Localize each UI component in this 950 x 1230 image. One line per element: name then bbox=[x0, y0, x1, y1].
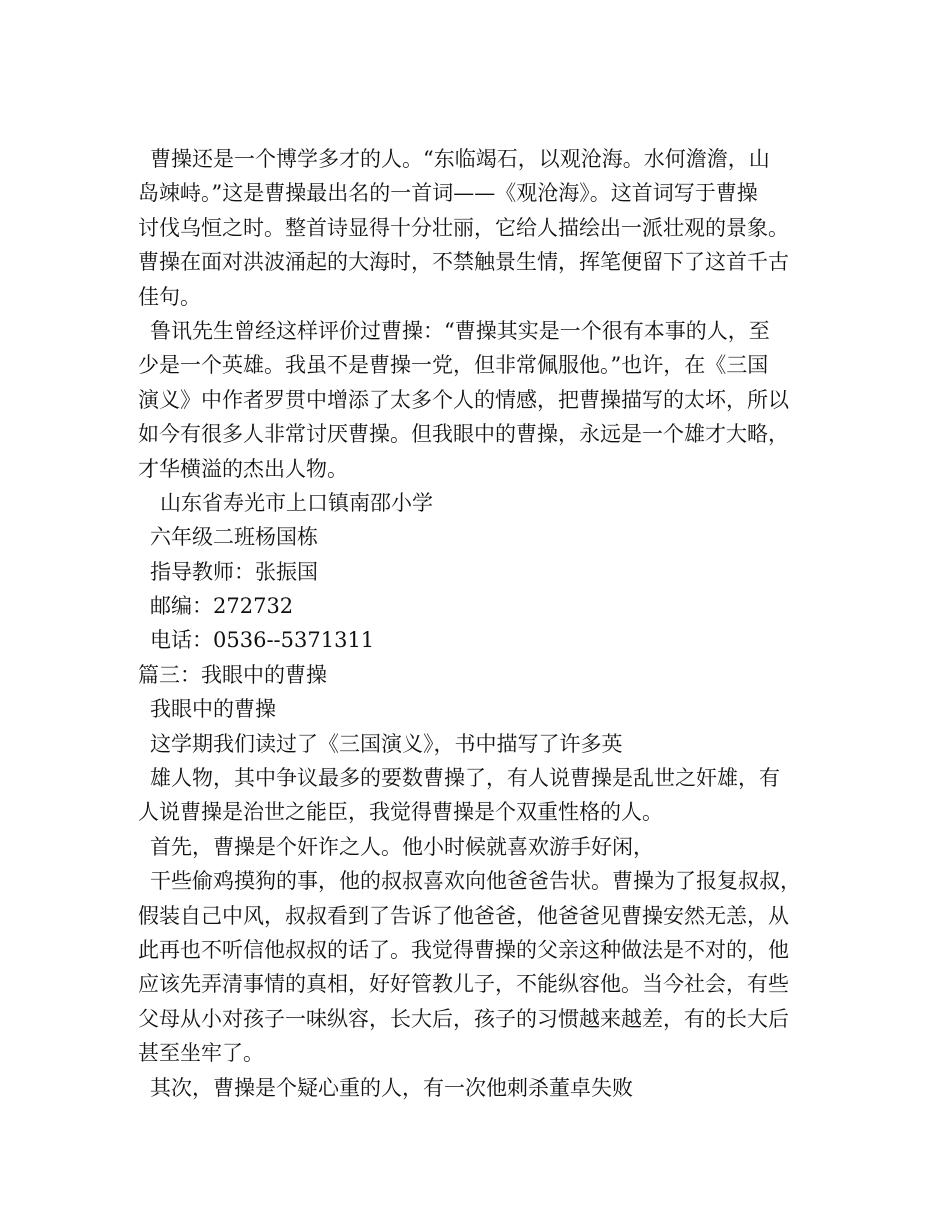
text-line: 才华横溢的杰出人物。 bbox=[138, 456, 348, 481]
text-line: 如今有很多人非常讨厌曹操。但我眼中的曹操，永远是一个雄才大略， bbox=[138, 422, 789, 447]
text-line: 人说曹操是治世之能臣，我觉得曹操是个双重性格的人。 bbox=[138, 800, 663, 825]
text-line: 曹操还是一个博学多才的人。“东临竭石，以观沧海。水何澹澹，山 bbox=[150, 147, 770, 171]
text-line: 佳句。 bbox=[138, 284, 201, 309]
document-body bbox=[138, 142, 838, 1105]
text-line: 六年级二班杨国栋 bbox=[150, 525, 318, 550]
text-line: 篇三：我眼中的曹操 bbox=[138, 662, 327, 687]
text-line: 假装自己中风，叔叔看到了告诉了他爸爸，他爸爸见曹操安然无恙，从 bbox=[138, 903, 789, 928]
text-line: 少是一个英雄。我虽不是曹操一党，但非常佩服他。”也许，在《三国 bbox=[138, 353, 769, 378]
text-line: 父母从小对孩子一味纵容，长大后，孩子的习惯越来越差，有的长大后 bbox=[138, 1006, 789, 1031]
text-line: 雄人物，其中争议最多的要数曹操了，有人说曹操是乱世之奸雄，有 bbox=[150, 766, 780, 791]
text-line: 山东省寿光市上口镇南邵小学 bbox=[160, 490, 433, 515]
text-line: 干些偷鸡摸狗的事，他的叔叔喜欢向他爸爸告状。曹操为了报复叔叔， bbox=[150, 869, 801, 894]
text-line: 邮编：272732 bbox=[150, 594, 294, 619]
text-line: 应该先弄清事情的真相，好好管教儿子，不能纵容他。当今社会，有些 bbox=[138, 972, 789, 997]
text-line: 曹操在面对洪波涌起的大海时，不禁触景生情，挥笔便留下了这首千古 bbox=[138, 250, 789, 275]
text-line: 这学期我们读过了《三国演义》，书中描写了许多英 bbox=[150, 731, 623, 756]
text-line: 电话：0536--5371311 bbox=[150, 628, 375, 653]
text-line: 首先，曹操是个奸诈之人。他小时候就喜欢游手好闲， bbox=[150, 834, 654, 859]
text-line: 我眼中的曹操 bbox=[150, 697, 276, 722]
text-line: 演义》中作者罗贯中增添了太多个人的情感，把曹操描写的太坏，所以 bbox=[138, 387, 789, 412]
text-line: 指导教师：张振国 bbox=[150, 559, 318, 584]
text-line: 岛竦峙。”这是曹操最出名的一首词——《观沧海》。这首词写于曹操 bbox=[138, 181, 758, 206]
text-line: 讨伐乌恒之时。整首诗显得十分壮丽，它给人描绘出一派壮观的景象。 bbox=[138, 215, 789, 240]
text-line: 其次，曹操是个疑心重的人，有一次他刺杀董卓失败 bbox=[150, 1075, 633, 1100]
text-line: 鲁讯先生曾经这样评价过曹操：“曹操其实是一个很有本事的人，至 bbox=[150, 318, 770, 343]
text-line: 甚至坐牢了。 bbox=[138, 1041, 264, 1066]
text-line: 此再也不听信他叔叔的话了。我觉得曹操的父亲这种做法是不对的，他 bbox=[138, 937, 789, 962]
